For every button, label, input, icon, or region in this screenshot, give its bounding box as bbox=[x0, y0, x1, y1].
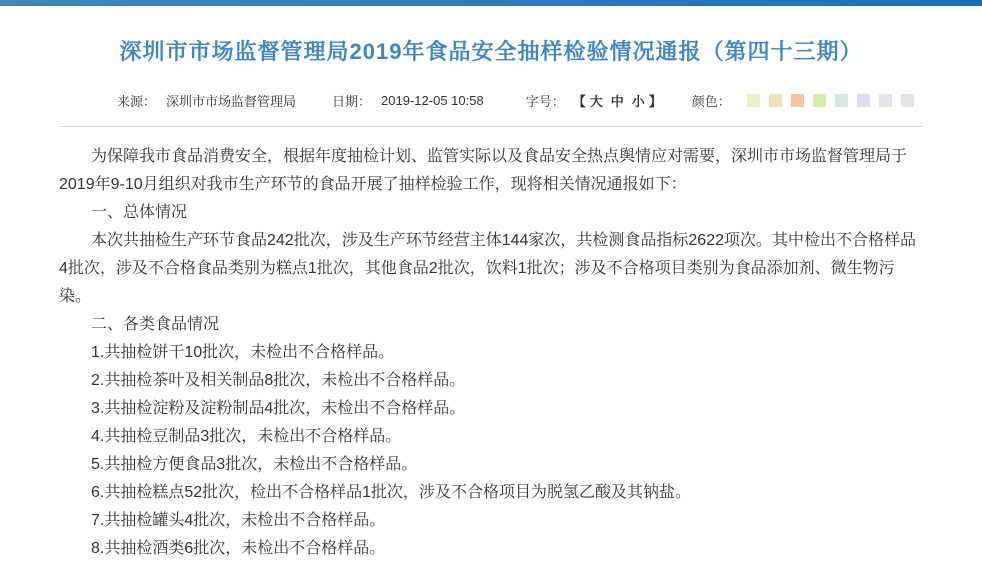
color-swatch[interactable] bbox=[747, 94, 760, 107]
font-size-controls bbox=[573, 91, 662, 110]
source-value: 深圳市市场监督管理局 bbox=[166, 93, 297, 109]
list-item-instant-food: 5.共抽检方便食品3批次，未检出不合格样品。 bbox=[91, 455, 418, 473]
section-heading-categories: 二、各类食品情况 bbox=[91, 315, 220, 333]
color-label: 颜色： bbox=[691, 93, 731, 109]
date-label: 日期： bbox=[332, 93, 372, 109]
color-swatch[interactable] bbox=[769, 94, 782, 107]
meta-color-theme bbox=[692, 91, 923, 110]
color-swatch-group bbox=[747, 94, 923, 107]
paragraph-intro: 为保障我市食品消费安全，根据年度抽检计划、监管实际以及食品安全热点舆情应对需要，深圳市市场监督管理局于2019年9-10月组织对我市生产环节的食品开展了抽样检验工作，现将相关情况通报如下： bbox=[59, 147, 908, 193]
font-size-large-button[interactable]: 大 bbox=[589, 93, 603, 109]
list-item-biscuits: 1.共抽检饼干10批次，未检出不合格样品。 bbox=[91, 343, 395, 361]
meta-source bbox=[117, 91, 296, 110]
source-label: 来源： bbox=[117, 93, 157, 109]
article-body bbox=[59, 127, 923, 563]
list-item-canned: 7.共抽检罐头4批次，未检出不合格样品。 bbox=[91, 511, 386, 529]
font-size-medium-button[interactable]: 中 bbox=[610, 93, 624, 109]
color-swatch[interactable] bbox=[813, 94, 826, 107]
list-item-starch: 3.共抽检淀粉及淀粉制品4批次，未检出不合格样品。 bbox=[91, 399, 466, 417]
paragraph-overall-stats: 本次共抽检生产环节食品242批次，涉及生产环节经营主体144家次，共检测食品指标2622项次。其中检出不合格样品4批次，涉及不合格食品类别为糕点1批次，其他食品2批次，饮料1批次；涉及不合格项目类别为食品添加剂、微生物污染。 bbox=[59, 231, 916, 305]
list-item-alcohol: 8.共抽检酒类6批次，未检出不合格样品。 bbox=[91, 539, 386, 557]
date-value: 2019-12-05 10:58 bbox=[381, 92, 484, 108]
color-swatch[interactable] bbox=[835, 94, 848, 107]
meta-font-size bbox=[526, 91, 662, 110]
font-size-label: 字号： bbox=[525, 93, 565, 109]
font-size-bracket-open: 【 bbox=[572, 93, 586, 109]
font-size-bracket-close: 】 bbox=[648, 93, 662, 109]
content-container bbox=[59, 6, 923, 563]
list-item-soy: 4.共抽检豆制品3批次，未检出不合格样品。 bbox=[91, 427, 402, 445]
meta-date bbox=[332, 91, 484, 110]
section-heading-overall: 一、总体情况 bbox=[91, 203, 188, 221]
font-size-small-button[interactable]: 小 bbox=[631, 93, 645, 109]
list-item-pastry: 6.共抽检糕点52批次，检出不合格样品1批次，涉及不合格项目为脱氢乙酸及其钠盐。 bbox=[91, 483, 692, 501]
color-swatch[interactable] bbox=[857, 94, 870, 107]
list-item-tea: 2.共抽检茶叶及相关制品8批次，未检出不合格样品。 bbox=[91, 371, 466, 389]
page-title: 深圳市市场监督管理局2019年食品安全抽样检验情况通报（第四十三期） bbox=[119, 39, 863, 64]
article-meta-bar bbox=[59, 85, 923, 127]
color-swatch[interactable] bbox=[901, 94, 914, 107]
color-swatch[interactable] bbox=[879, 94, 892, 107]
color-swatch[interactable] bbox=[791, 94, 804, 107]
